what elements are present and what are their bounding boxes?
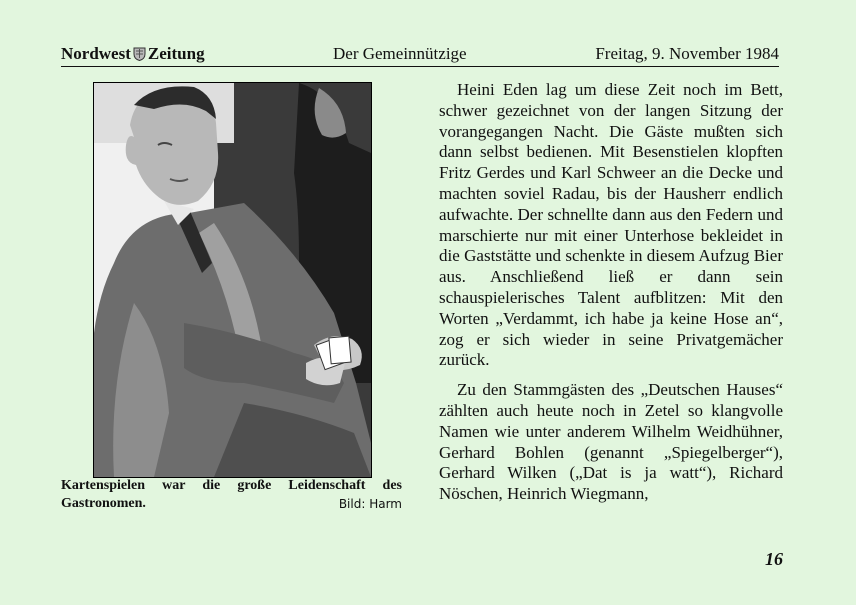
photo-caption: [61, 477, 402, 513]
page-number: 16: [765, 549, 783, 569]
caption-text: Kartenspielen war die große Leidenschaft des Gastronomen.: [61, 478, 402, 511]
masthead-nordwest: Nordwest: [61, 44, 131, 63]
photo-credit: Bild: Harm: [338, 497, 402, 511]
article-paragraph-2: Zu den Stammgästen des „Deutschen Hauses“ zählten auch heute noch in Zetel so klangvolle Namen wie unter anderem Wilhelm Weidhühner, Gerhard Bohlen (genannt „Spiegelberger“), Gerhard Wilken („Dat is ja watt“), Richard Nöschen, Heinrich Wiegmann,: [439, 380, 783, 504]
coat-of-arms-icon: [133, 46, 146, 66]
article-paragraph-1: Heini Eden lag um diese Zeit noch im Bett, schwer gezeichnet von der langen Sitzung der vorangegangen Nacht. Die Gäste mußten sich dann selbst bedienen. Mit Besenstielen klopften Fritz Gerdes und Karl Schweer an die Decke und machten soviel Radau, bis der Hausherr endlich aufwachte. Der schnellte dann aus den Federn und marschierte nur mit einer Unterhose bekleidet in die Gaststätte und schenkte in diesem Aufzug Bier aus. Anschließend ließ er dann sein schauspielerisches Talent aufblitzen: Mit den Worten „Verdammt, ich habe ja keine Hose an“, zog er sich wieder in seine Privatgemächer zurück.: [439, 80, 783, 370]
article-photo: [93, 82, 372, 478]
newspaper-masthead: [61, 44, 205, 66]
masthead-zeitung: Zeitung: [147, 44, 205, 63]
section-title: Der Gemeinnützige: [333, 44, 467, 63]
article-column: [439, 80, 783, 514]
issue-date: Freitag, 9. November 1984: [595, 44, 779, 63]
page-header: [61, 44, 779, 67]
